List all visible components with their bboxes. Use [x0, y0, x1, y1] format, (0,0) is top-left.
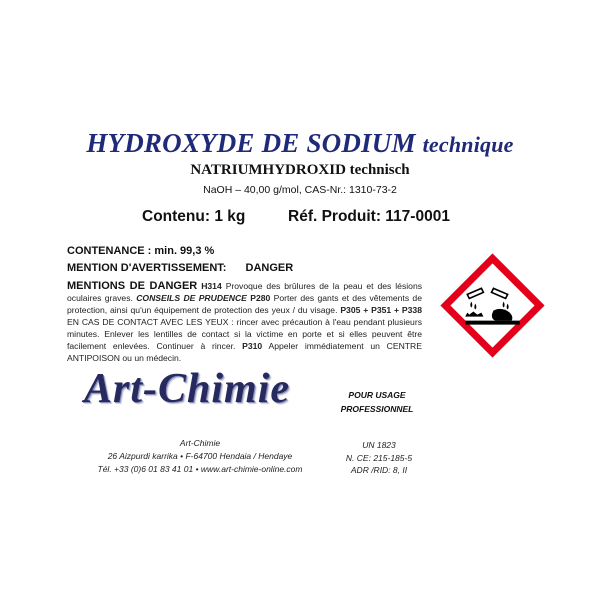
- p280-code: P280: [250, 293, 271, 303]
- purity-line: CONTENANCE : min. 99,3 %: [67, 245, 215, 257]
- un-number: UN 1823: [362, 440, 396, 450]
- product-title: [0, 128, 600, 159]
- company-logo: Art-Chimie: [84, 366, 291, 412]
- product-title-main: HYDROXYDE DE SODIUM: [86, 128, 416, 158]
- usage-line-1: POUR USAGE: [348, 390, 406, 400]
- h-text: Provoque des brûlures de la peau et des lésions oculaires graves.: [67, 281, 423, 303]
- usage-notice: [327, 388, 427, 416]
- prudence-heading: CONSEILS DE PRUDENCE: [136, 293, 247, 303]
- p280-text: Porter des gants et des vêtements de protection, ainsi qu'un équipement de protection des yeux / du visage.: [67, 293, 422, 315]
- ec-number: N. CE: 215-185-5: [345, 452, 413, 463]
- company-address-block: [70, 437, 330, 476]
- signal-word-label: MENTION D'AVERTISSEMENT:: [67, 262, 227, 274]
- hazard-heading: MENTIONS DE DANGER: [67, 280, 198, 292]
- product-subtitle: NATRIUMHYDROXID technisch: [190, 162, 410, 178]
- company-name: Art-Chimie: [179, 438, 221, 448]
- adr-rid-class: ADR /RID: 8, II: [350, 465, 408, 475]
- p310-text: Appeler immédiatement un CENTRE ANTIPOISON ou un médecin.: [67, 341, 422, 363]
- p310-code: P310: [242, 341, 263, 351]
- content-amount: Contenu: 1 kg: [142, 208, 246, 225]
- regulatory-codes: [327, 439, 431, 477]
- company-contact: Tél. +33 (0)6 01 83 41 01 • www.art-chimie-online.com: [97, 464, 303, 474]
- signal-word-value: DANGER: [245, 262, 294, 274]
- product-title-suffix: technique: [422, 132, 514, 157]
- company-address: 26 Aizpurdi karrika • F-64700 Hendaia / Hendaye: [107, 451, 293, 461]
- ghs05-corrosive-icon: [437, 250, 548, 361]
- h-code: H314: [201, 281, 222, 291]
- hazard-statements: [67, 280, 422, 364]
- product-reference: Réf. Produit: 117-0001: [288, 208, 450, 225]
- usage-line-2: PROFESSIONNEL: [340, 404, 414, 414]
- formula-line: NaOH – 40,00 g/mol, CAS-Nr.: 1310-73-2: [203, 184, 397, 196]
- p305-text: EN CAS DE CONTACT AVEC LES YEUX : rincer avec précaution à l'eau pendant plusieurs minutes. Enlever les lentilles de contact si la victime en porte et si elles peuvent être facilement enlevées. Continuer à rincer.: [67, 317, 422, 351]
- p305-code: P305 + P351 + P338: [340, 305, 422, 315]
- signal-word-line: [67, 262, 293, 274]
